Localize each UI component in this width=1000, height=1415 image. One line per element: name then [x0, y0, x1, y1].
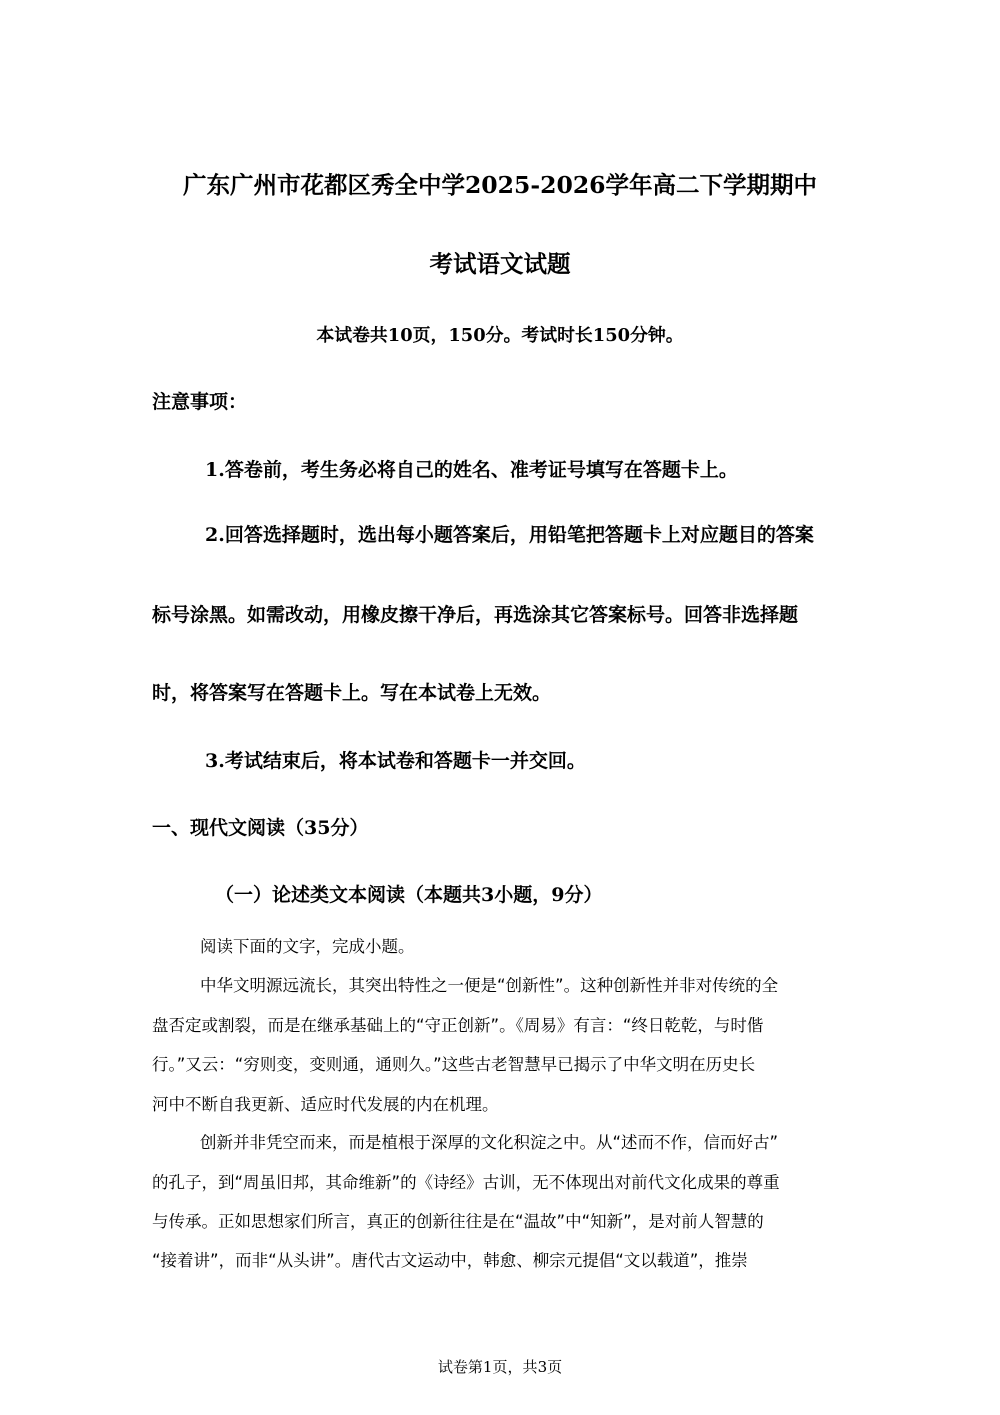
passage-line: 与传承。正如思想家们所言，真正的创新往往是在“温故”中“知新”，是对前人智慧的 [152, 1212, 764, 1231]
document-title-line-1: 广东广州市花都区秀全中学2025-2026学年高二下学期期中 [182, 171, 818, 199]
passage-line: 河中不断自我更新、适应时代发展的内在机理。 [152, 1095, 499, 1114]
notice-item-continuation: 时，将答案写在答题卡上。写在本试卷上无效。 [152, 682, 552, 704]
passage-line: 创新并非凭空而来，而是植根于深厚的文化积淀之中。从“述而不作，信而好古” [200, 1133, 779, 1152]
notice-heading: 注意事项： [152, 391, 248, 413]
passage-line: 的孔子，到“周虽旧邦，其命维新”的《诗经》古训，无不体现出对前代文化成果的尊重 [152, 1173, 780, 1192]
passage-line: “接着讲”，而非“从头讲”。唐代古文运动中，韩愈、柳宗元提倡“文以载道”，推崇 [152, 1251, 748, 1270]
document-title-line-2: 考试语文试题 [429, 250, 571, 278]
notice-item-continuation: 标号涂黑。如需改动，用橡皮擦干净后，再选涂其它答案标号。回答非选择题 [152, 604, 799, 626]
subsection-heading: （一）论述类文本阅读（本题共3小题，9分） [215, 884, 603, 906]
passage-line: 盘否定或割裂，而是在继承基础上的“守正创新”。《周易》有言：“终日乾乾，与时偕 [152, 1016, 764, 1035]
exam-info: 本试卷共10页，150分。考试时长150分钟。 [316, 325, 684, 346]
page-footer: 试卷第1页，共3页 [437, 1358, 563, 1376]
section-heading: 一、现代文阅读（35分） [152, 817, 369, 839]
notice-item: 1.答卷前，考生务必将自己的姓名、准考证号填写在答题卡上。 [205, 459, 738, 481]
notice-item: 3.考试结束后，将本试卷和答题卡一并交回。 [205, 750, 586, 772]
reading-instruction: 阅读下面的文字，完成小题。 [200, 937, 415, 956]
passage-line: 行。”又云：“穷则变，变则通，通则久。”这些古老智慧早已揭示了中华文明在历史长 [152, 1055, 756, 1074]
passage-line: 中华文明源远流长，其突出特性之一便是“创新性”。这种创新性并非对传统的全 [200, 976, 779, 995]
notice-item: 2.回答选择题时，选出每小题答案后，用铅笔把答题卡上对应题目的答案 [205, 524, 814, 546]
